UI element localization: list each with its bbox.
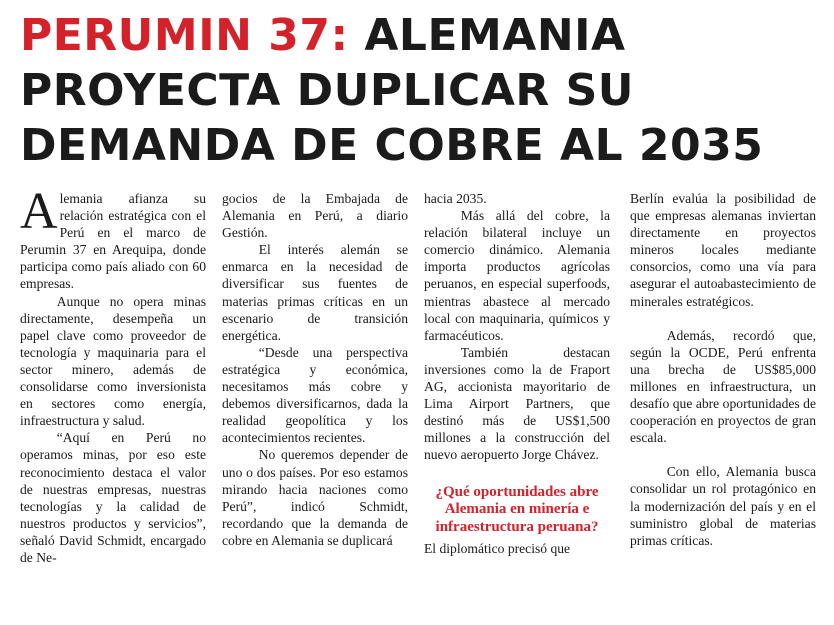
- paragraph: Aunque no opera minas directamente, desempeña un papel clave como proveedor de tecnología y maquinaria para el sector minero, además de consolidarse como inversionista en sectores como energía, infraestructura y salud.: [20, 293, 206, 429]
- article-column-4: [630, 190, 816, 549]
- paragraph: También destacan inversiones como la de Fraport AG, accionista mayoritario de Lima Airport Partners, que destinó más de US$1,500 millones a la construcción del nuevo aeropuerto Jorge Chávez.: [424, 344, 610, 463]
- article-column-1: [20, 183, 206, 566]
- section-subheading: ¿Qué oportunidades abre Alemania en minería e infraestructura peruana?: [435, 483, 599, 535]
- paragraph: No queremos depender de uno o dos países. Por eso estamos mirando hacia naciones como Perú”, indicó Schmidt, recordando que la demanda de cobre en Alemania se duplicará: [222, 447, 408, 548]
- drop-cap: A: [20, 183, 58, 240]
- paragraph: Además, recordó que, según la OCDE, Perú enfrenta una brecha de US$85,000 millones en infraestructura, un desafío que abre oportunidades de cooperación en proyectos de gran escala.: [630, 327, 816, 446]
- headline-line-1: ALEMANIA: [348, 10, 626, 61]
- paragraph: El diplomático precisó que: [424, 541, 571, 556]
- article-column-3: [424, 190, 610, 557]
- paragraph: El interés alemán se enmarca en la necesidad de diversificar sus fuentes de materias primas críticas en un escenario de transición energética.: [222, 242, 408, 343]
- paragraph-continued: gocios de la Embajada de Alemania en Perú, a diario Gestión.: [222, 191, 408, 241]
- headline-line-2: PROYECTA DUPLICAR SU: [20, 65, 635, 116]
- paragraph-quote: “Aquí en Perú no operamos minas, por eso este reconocimiento destaca el valor de nuestras empresas, nuestras tecnologías y la calidad de nuestros productos y servicios”, señaló David Schmidt, encargado de Ne-: [20, 430, 206, 565]
- paragraph-intro: [20, 183, 206, 293]
- paragraph-continued: Berlín evalúa la posibilidad de que empresas alemanas inviertan directamente en proyectos mineros locales mediante consorcios, como una vía para asegurar el autoabastecimiento de minerales estratégicos.: [630, 191, 816, 309]
- headline: [20, 8, 820, 173]
- paragraph-intro-text: lemania afianza su relación estratégica con el Perú en el marco de Perumin 37 en Arequipa, donde participa como país aliado con 60 empresas.: [20, 191, 206, 292]
- paragraph-quote: “Desde una perspectiva estratégica y económica, necesitamos más cobre y debemos diversificarnos, dada la realidad geopolítica y los acontecimientos recientes.: [222, 344, 408, 446]
- paragraph: Con ello, Alemania busca consolidar un rol protagónico en la modernización del país y en el suministro global de materias primas críticas.: [630, 464, 816, 548]
- article-body: [20, 183, 820, 620]
- headline-accent: PERUMIN 37:: [20, 10, 349, 61]
- headline-line-3: DEMANDA DE COBRE AL 2035: [20, 120, 764, 171]
- paragraph: Más allá del cobre, la relación bilateral incluye un comercio dinámico. Alemania importa productos agrícolas peruanos, en especial superfoods, mientras abastece al mercado local con maquinaria, químicos y farmacéuticos.: [424, 208, 610, 343]
- paragraph-continued: hacia 2035.: [424, 191, 487, 206]
- article-column-2: [222, 190, 408, 549]
